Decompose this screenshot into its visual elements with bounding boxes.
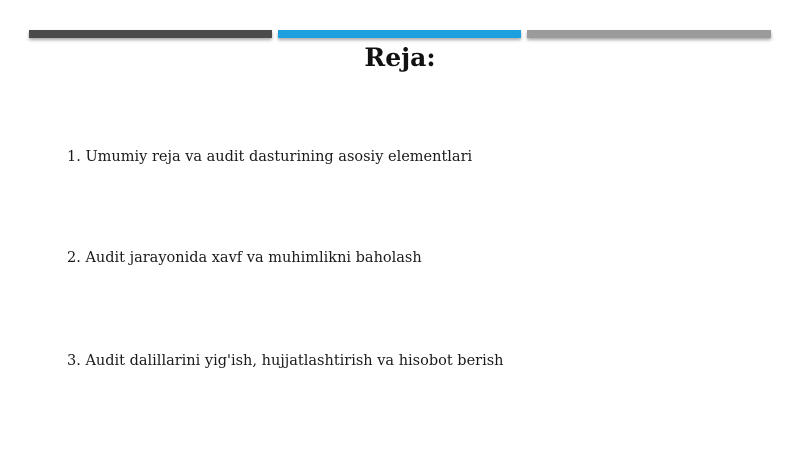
slide-title: Reja: [364,43,436,72]
decorative-bar-left [29,30,272,38]
plan-item-1: 1. Umumiy reja va audit dasturining asosiy elementlari [67,149,473,165]
plan-item-3: 3. Audit dalillarini yig'ish, hujjatlashtirish va hisobot berish [67,353,504,369]
plan-item-2: 2. Audit jarayonida xavf va muhimlikni baholash [67,250,422,266]
decorative-bar-right [527,30,771,38]
decorative-bar-middle [278,30,521,38]
